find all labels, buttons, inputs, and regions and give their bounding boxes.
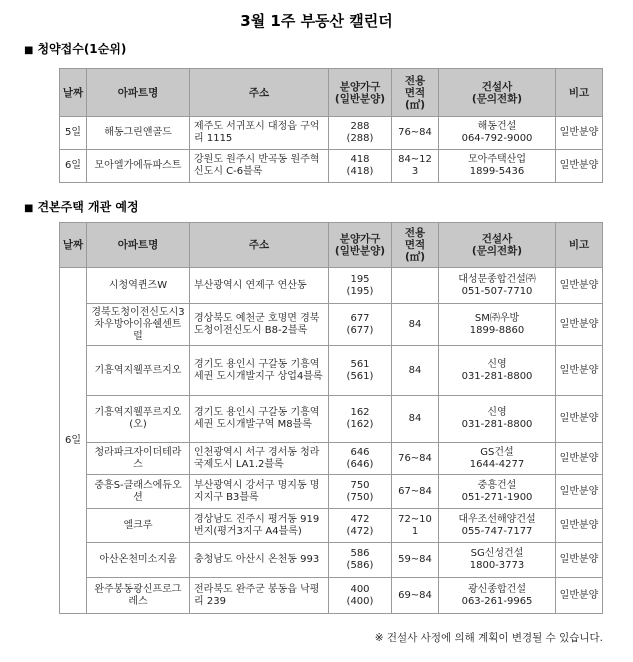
section1-bullet: ■ [24,45,34,56]
row-builder: 해동건설 064-792-9000 [439,117,556,150]
header-units: 분양가구 (일반분양) [329,69,392,117]
row-note: 일반분양 [556,543,603,578]
row-units: 646 (646) [329,443,392,475]
row-address: 전라북도 완주군 봉동읍 낙평리 239 [190,578,329,614]
section1-heading-text: 청약접수(1순위) [37,42,127,56]
row-apartment: 기흥역지웰푸르지오(오) [87,396,190,443]
row-units: 400 (400) [329,578,392,614]
footnote: ※ 건설사 사정에 의해 계획이 변경될 수 있습니다. [374,632,603,644]
table-row [60,475,603,509]
row-units: 418 (418) [329,150,392,183]
row-note: 일반분양 [556,578,603,614]
row-apartment: 아산온천미소지움 [87,543,190,578]
page-title: 3월 1주 부동산 캘린더 [240,12,393,30]
row-units: 288 (288) [329,117,392,150]
header-note: 비고 [556,69,603,117]
row-area: 76~84 [392,117,439,150]
row-address: 경상북도 예천군 호명면 경북도청이전신도시 B8-2블록 [190,304,329,346]
row-area: 76~84 [392,443,439,475]
row-address: 부산광역시 강서구 명지동 명지지구 B3블록 [190,475,329,509]
table-row [60,509,603,543]
row-units: 561 (561) [329,346,392,396]
row-units: 586 (586) [329,543,392,578]
row-apartment: 중흥S-클래스에듀오션 [87,475,190,509]
row-address: 경상남도 진주시 평거동 919번지(평거3지구 A4블록) [190,509,329,543]
row-units: 677 (677) [329,304,392,346]
header-area: 전용 면적 (㎡) [392,223,439,268]
row-builder: 신영 031-281-8800 [439,396,556,443]
row-area: 84 [392,346,439,396]
header-builder: 건설사 (문의전화) [439,223,556,268]
row-note: 일반분양 [556,443,603,475]
row-note: 일반분양 [556,304,603,346]
row-note: 일반분양 [556,117,603,150]
header-builder: 건설사 (문의전화) [439,69,556,117]
row-area [392,268,439,304]
row-area: 84~123 [392,150,439,183]
header-address: 주소 [190,69,329,117]
row-builder: 대성문종합건설㈜ 051-507-7710 [439,268,556,304]
table-row [60,150,603,183]
header-note: 비고 [556,223,603,268]
row-area: 67~84 [392,475,439,509]
section2-bullet: ■ [24,203,34,214]
row-units: 195 (195) [329,268,392,304]
header-units: 분양가구 (일반분양) [329,223,392,268]
table-row [60,268,603,304]
row-builder: 모아주택산업 1899-5436 [439,150,556,183]
row-address: 충청남도 아산시 온천동 993 [190,543,329,578]
row-address: 제주도 서귀포시 대정읍 구억리 1115 [190,117,329,150]
row-area: 72~101 [392,509,439,543]
row-builder: 광신종합건설 063-261-9965 [439,578,556,614]
row-apartment: 해동그린앤골드 [87,117,190,150]
row-note: 일반분양 [556,475,603,509]
row-builder: 중흥건설 051-271-1900 [439,475,556,509]
table-row [60,396,603,443]
section2-heading-text: 견본주택 개관 예정 [37,200,139,214]
row-units: 472 (472) [329,509,392,543]
row-date: 6일 [60,268,87,614]
row-apartment: 완주봉동광신프로그레스 [87,578,190,614]
subscription-table [59,68,603,183]
row-address: 강원도 원주시 반곡동 원주혁신도시 C-6블록 [190,150,329,183]
table-row [60,117,603,150]
section2-heading [24,198,139,215]
row-address: 인천광역시 서구 경서동 청라국제도시 LA1.2블록 [190,443,329,475]
row-apartment: 경북도청이전신도시3차우방아이유쉘센트럴 [87,304,190,346]
header-area: 전용 면적 (㎡) [392,69,439,117]
row-apartment: 청라파크자이더테라스 [87,443,190,475]
row-date: 6일 [60,150,87,183]
subscription-table-header [60,69,603,117]
row-address: 부산광역시 연제구 연산동 [190,268,329,304]
row-note: 일반분양 [556,268,603,304]
row-note: 일반분양 [556,346,603,396]
row-apartment: 모아엘가에듀파스트 [87,150,190,183]
model-house-table-header [60,223,603,268]
table-row [60,443,603,475]
row-builder: 대우조선해양건설 055-747-7177 [439,509,556,543]
row-area: 69~84 [392,578,439,614]
header-apartment: 아파트명 [87,69,190,117]
row-builder: GS건설 1644-4277 [439,443,556,475]
table-row [60,543,603,578]
row-area: 59~84 [392,543,439,578]
row-units: 162 (162) [329,396,392,443]
row-address: 경기도 용인시 구갈동 기흥역세권 도시개발지구 상업4블록 [190,346,329,396]
header-address: 주소 [190,223,329,268]
row-note: 일반분양 [556,396,603,443]
row-date: 5일 [60,117,87,150]
row-builder: SM㈜우방 1899-8860 [439,304,556,346]
row-note: 일반분양 [556,509,603,543]
row-apartment: 기흥역지웰푸르지오 [87,346,190,396]
row-builder: 신영 031-281-8800 [439,346,556,396]
header-date: 날짜 [60,69,87,117]
row-area: 84 [392,396,439,443]
row-address: 경기도 용인시 구갈동 기흥역세권 도시개발구역 M8블록 [190,396,329,443]
row-apartment: 시청역퀸즈W [87,268,190,304]
row-area: 84 [392,304,439,346]
section1-heading [24,40,126,57]
table-row [60,578,603,614]
header-apartment: 아파트명 [87,223,190,268]
header-date: 날짜 [60,223,87,268]
model-house-table [59,222,603,614]
table-row [60,304,603,346]
row-units: 750 (750) [329,475,392,509]
row-builder: SG신성건설 1800-3773 [439,543,556,578]
row-apartment: 엘크루 [87,509,190,543]
table-row [60,346,603,396]
row-note: 일반분양 [556,150,603,183]
